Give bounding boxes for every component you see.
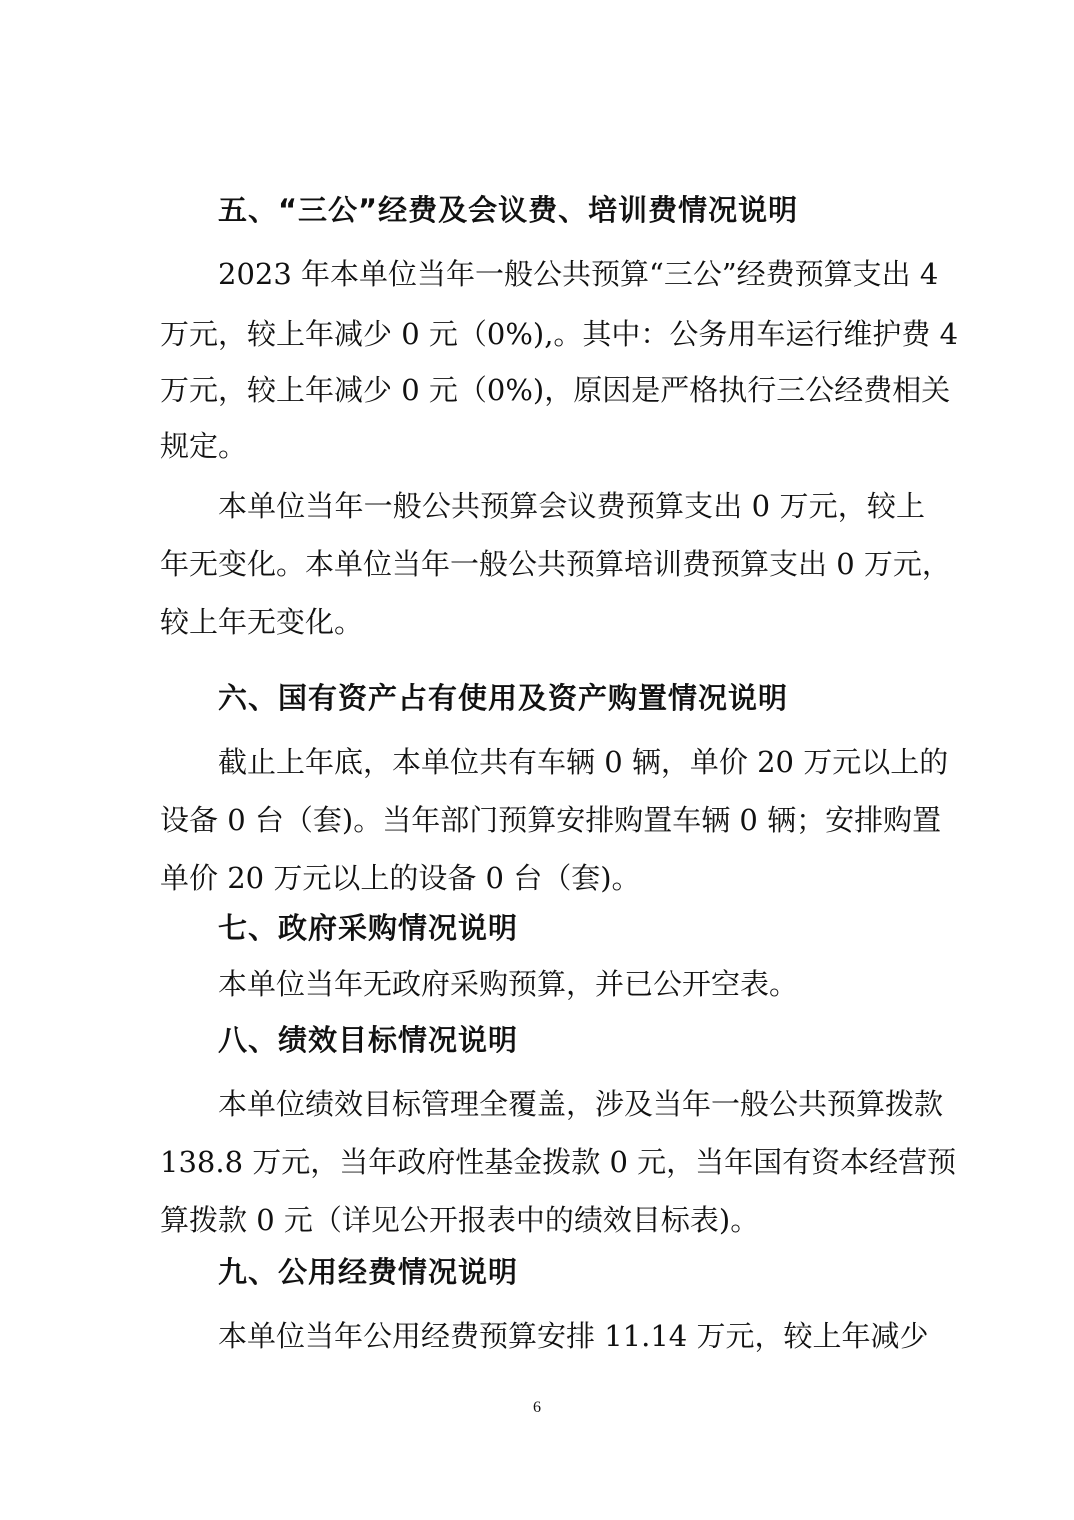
paragraph-line: 较上年无变化。 — [160, 605, 364, 639]
paragraph-line: 算拨款 0 元（详见公开报表中的绩效目标表)。 — [160, 1203, 760, 1237]
paragraph-line: 万元，较上年减少 0 元（0%),。其中：公务用车运行维护费 4 — [160, 317, 959, 351]
section-heading-5: 五、“三公”经费及会议费、培训费情况说明 — [218, 193, 799, 227]
section-heading-8: 八、绩效目标情况说明 — [218, 1023, 519, 1057]
paragraph-line: 本单位当年无政府采购预算，并已公开空表。 — [218, 967, 799, 1001]
paragraph-line: 138.8 万元，当年政府性基金拨款 0 元，当年国有资本经营预 — [160, 1145, 957, 1179]
paragraph-line: 年无变化。本单位当年一般公共预算培训费预算支出 0 万元， — [160, 547, 951, 581]
paragraph-line: 本单位绩效目标管理全覆盖，涉及当年一般公共预算拨款 — [218, 1087, 944, 1121]
paragraph-line: 截止上年底，本单位共有车辆 0 辆，单价 20 万元以上的 — [218, 745, 949, 779]
page-number: 6 — [533, 1399, 541, 1416]
section-heading-9: 九、公用经费情况说明 — [218, 1255, 519, 1289]
paragraph-line: 2023 年本单位当年一般公共预算“三公”经费预算支出 4 — [218, 257, 939, 291]
paragraph-line: 设备 0 台（套)。当年部门预算安排购置车辆 0 辆；安排购置 — [160, 803, 942, 837]
paragraph-line: 本单位当年一般公共预算会议费预算支出 0 万元，较上 — [218, 489, 925, 523]
paragraph-line: 单价 20 万元以上的设备 0 台（套)。 — [160, 861, 641, 895]
paragraph-line: 本单位当年公用经费预算安排 11.14 万元，较上年减少 — [218, 1319, 929, 1353]
paragraph-line: 万元，较上年减少 0 元（0%)，原因是严格执行三公经费相关 — [160, 373, 951, 407]
section-heading-7: 七、政府采购情况说明 — [218, 911, 519, 945]
section-heading-6: 六、国有资产占有使用及资产购置情况说明 — [218, 681, 789, 715]
paragraph-line: 规定。 — [160, 429, 248, 463]
